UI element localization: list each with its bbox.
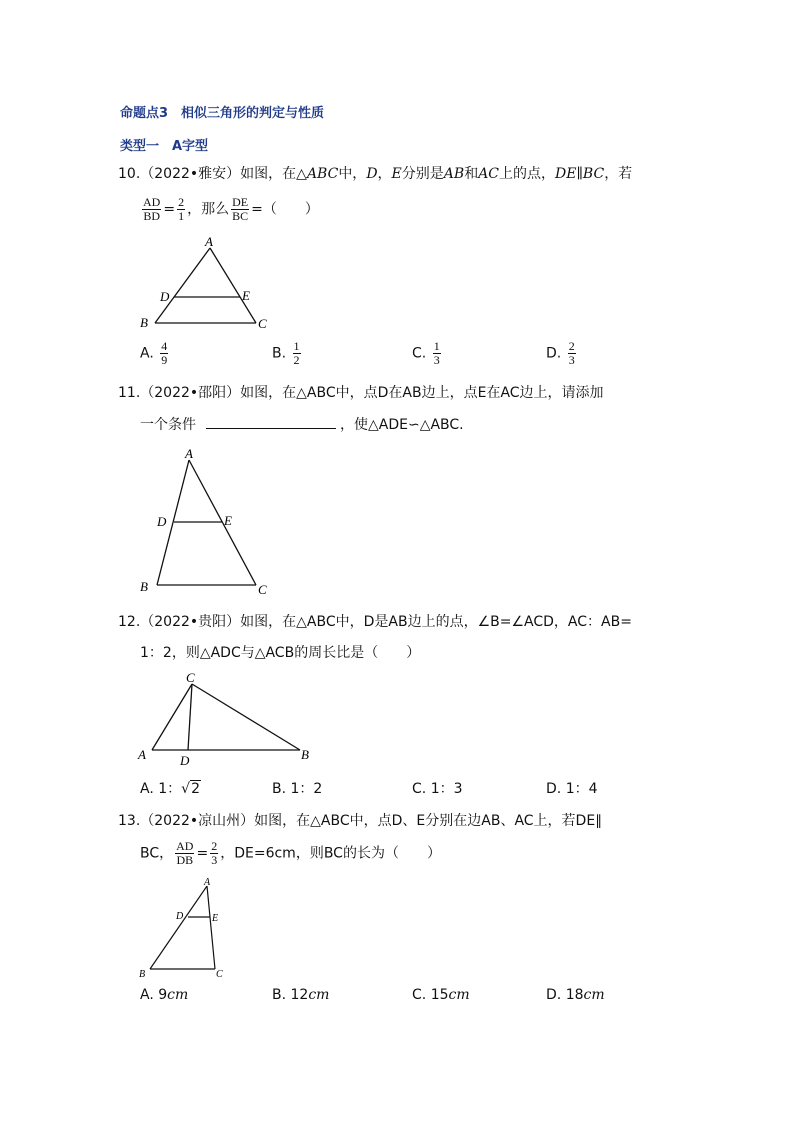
q12-triangle-figure — [134, 670, 324, 770]
q12-option-a[interactable]: A. 1：√2 — [140, 781, 200, 797]
q11-label-e: E — [224, 513, 232, 528]
q11-answer-blank[interactable] — [206, 414, 336, 429]
q10-side-ac — [210, 248, 256, 323]
q11-label-b: B — [140, 579, 148, 594]
q13-side-ab — [150, 886, 207, 969]
q13-source: （2022•凉山州） — [140, 813, 255, 829]
q10-option-d[interactable]: D. $\frac{2}{3}$ — [546, 339, 575, 367]
q10-line2: $\frac{AD}{BD}$ = $\frac{2}{1}$ ，那么 $\frac{DE}{BC}$ =（ ） — [143, 195, 319, 223]
q11-line2: 一个条件 ，使△ADE∽△ABC. — [140, 414, 464, 435]
q13-fraction-2-3: $\frac{2}{3}$ — [211, 839, 218, 867]
q13-line1: 13.（2022•凉山州）如图，在△ABC中，点D、E分别在边AB、AC上，若DE∥ — [118, 813, 603, 829]
q10-option-c[interactable]: C. $\frac{1}{3}$ — [412, 339, 440, 367]
q13-fraction-ad-db: $\frac{AD}{DB}$ — [176, 839, 194, 867]
q11-label-a: A — [185, 446, 193, 461]
q10-label-c: C — [258, 316, 267, 331]
q10-option-b[interactable]: B. $\frac{1}{2}$ — [272, 339, 300, 367]
q13-label-c: C — [216, 969, 223, 980]
q13-option-d[interactable]: D. 18cm — [546, 987, 605, 1003]
q11-label-c: C — [258, 582, 267, 597]
q10-fraction-de-bc: $\frac{DE}{BC}$ — [232, 195, 249, 223]
q13-label-e: E — [212, 913, 219, 924]
type-title: 类型一 A字型 — [120, 139, 209, 154]
q12-line2: 1：2，则△ADC与△ACB的周长比是（ ） — [140, 645, 421, 661]
q12-line1: 12.（2022•贵阳）如图，在△ABC中，D是AB边上的点，∠B=∠ACD，AC：AB= — [118, 614, 632, 630]
q10-fraction-ad-bd: $\frac{AD}{BD}$ — [143, 195, 161, 223]
q11-number: 11. — [118, 385, 141, 401]
q13-number: 13. — [118, 813, 141, 829]
q11-label-d: D — [157, 514, 167, 529]
q13-label-b: B — [139, 969, 146, 980]
q12-option-c[interactable]: C. 1：3 — [412, 781, 463, 797]
q11-line1: 11.（2022•邵阳）如图，在△ABC中，点D在AB边上，点E在AC边上，请添加 — [118, 385, 604, 401]
q12-label-c: C — [186, 670, 195, 685]
q13-label-a: A — [204, 877, 211, 888]
q10-label-e: E — [242, 288, 250, 303]
q13-option-c[interactable]: C. 15cm — [412, 987, 470, 1003]
q13-line2: BC， $\frac{AD}{DB}$ = $\frac{2}{3}$ ，DE=6cm，则BC的长为（ ） — [140, 839, 441, 867]
q13-side-ac — [207, 886, 215, 969]
q13-label-d: D — [176, 911, 184, 922]
q12-label-b: B — [301, 747, 309, 762]
q12-label-a: A — [138, 747, 146, 762]
q12-option-d[interactable]: D. 1：4 — [546, 781, 598, 797]
q12-side-bc — [192, 684, 300, 750]
q13-triangle-figure — [134, 874, 244, 984]
q10-line1: 10.（2022•雅安）如图，在△ABC中，D，E分别是AB和AC上的点，DE∥BC，若 — [118, 166, 633, 182]
q11-source: （2022•邵阳） — [140, 385, 241, 401]
q12-side-ac — [152, 684, 192, 750]
q10-number: 10. — [118, 166, 141, 182]
sqrt-symbol: √2 — [181, 781, 200, 797]
q10-source: （2022•雅安） — [140, 166, 241, 182]
section-title: 命题点3 相似三角形的判定与性质 — [120, 106, 325, 121]
q10-label-b: B — [140, 315, 148, 330]
q11-triangle-figure — [130, 444, 280, 599]
q10-option-a[interactable]: A. $\frac{4}{9}$ — [140, 339, 168, 367]
q10-fraction-2-1: $\frac{2}{1}$ — [178, 195, 185, 223]
q10-triangle-figure — [130, 232, 280, 332]
q12-segment-cd — [188, 684, 192, 750]
q10-label-a: A — [205, 234, 213, 249]
q10-side-ab — [155, 248, 210, 323]
q12-option-b[interactable]: B. 1：2 — [272, 781, 323, 797]
q12-source: （2022•贵阳） — [140, 614, 241, 630]
q13-option-a[interactable]: A. 9cm — [140, 987, 189, 1003]
q13-option-b[interactable]: B. 12cm — [272, 987, 330, 1003]
q12-number: 12. — [118, 614, 141, 630]
q10-label-d: D — [160, 289, 170, 304]
q12-label-d: D — [180, 753, 190, 768]
